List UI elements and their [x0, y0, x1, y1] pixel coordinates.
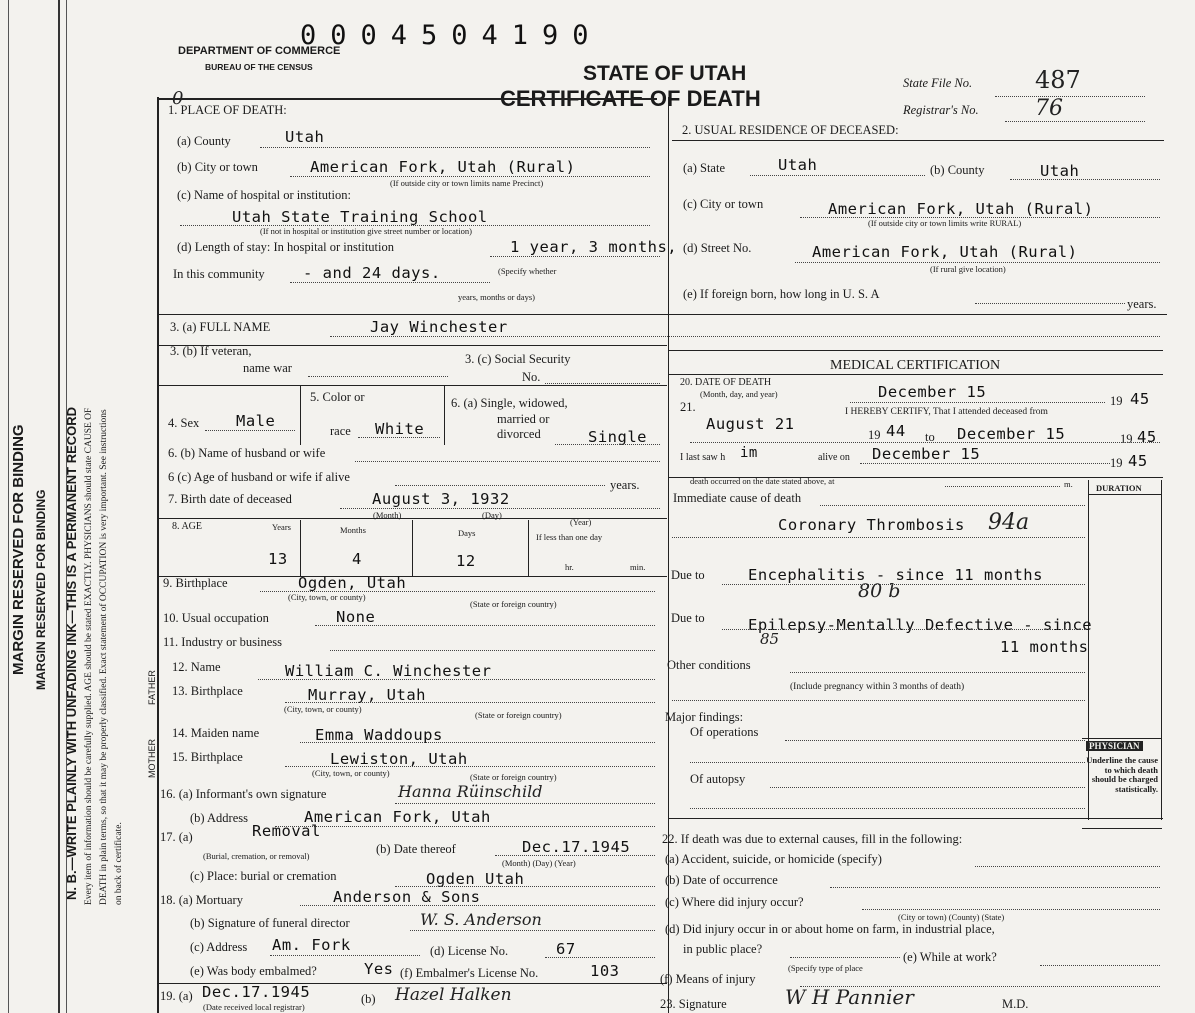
informant-label: 16. (a) Informant's own signature [160, 787, 327, 801]
place-of-death-heading: 1. PLACE OF DEATH: [168, 103, 287, 117]
registrar-number-label: Registrar's No. [903, 103, 979, 117]
margin-reserved-text-2: MARGIN RESERVED FOR BINDING [34, 489, 48, 690]
sex-value: Male [236, 412, 276, 430]
where-injury-note: (City or town) (County) (State) [898, 912, 1005, 922]
alive-on-label: alive on [818, 452, 850, 463]
age-years-header: Years [272, 522, 291, 532]
father-name-value: William C. Winchester [285, 662, 492, 680]
death-year-prefix: 19 [1110, 394, 1123, 408]
mother-side-label: MOTHER [147, 739, 157, 778]
public-place-label: (d) Did injury occur in or about home on farm, in industrial place, [665, 922, 995, 936]
foreign-born-label: (e) If foreign born, how long in U. S. A [683, 287, 880, 301]
county-label: (a) County [177, 134, 231, 148]
permanent-record-notice: N. B.—WRITE PLAINLY WITH UNFADING INK—THIS IS A PERMANENT RECORD [64, 406, 79, 900]
age-hr-label: hr. [565, 562, 574, 572]
death-occurred-label: death occurred on the date stated above, at [690, 476, 835, 486]
due-to-1-label: Due to [671, 568, 705, 582]
residence-county-label: (b) County [930, 163, 985, 177]
age-min-label: min. [630, 562, 646, 572]
margin-reserved-text: MARGIN RESERVED FOR BINDING [10, 424, 27, 675]
mortuary-value: Anderson & Sons [333, 888, 481, 906]
father-side-label: FATHER [147, 670, 157, 705]
attended-to-year-prefix: 19 [1120, 432, 1133, 446]
disposal-value: Removal [252, 822, 321, 840]
last-saw-year: 45 [1128, 452, 1148, 470]
binding-edge [58, 0, 60, 1013]
disposal-date-value: Dec.17.1945 [522, 838, 631, 856]
corner-mark: 0 [172, 88, 184, 109]
license-value: 67 [556, 940, 576, 958]
last-saw-pronoun: im [740, 445, 758, 461]
birth-date-label: 7. Birth date of deceased [168, 492, 292, 506]
department-label: DEPARTMENT OF COMMERCE [178, 45, 341, 57]
industry-label: 11. Industry or business [163, 635, 282, 649]
immediate-cause-value: Coronary Thrombosis [778, 516, 965, 534]
certify-statement: I HEREBY CERTIFY, That I attended deceased from [845, 407, 1048, 417]
age-years-value: 13 [268, 550, 288, 568]
birthplace-label: 9. Birthplace [163, 576, 228, 590]
spouse-name-label: 6. (b) Name of husband or wife [168, 446, 326, 460]
residence-state-label: (a) State [683, 161, 725, 175]
received-label: 19. (a) [160, 989, 193, 1003]
duration-header: DURATION [1096, 483, 1142, 493]
race-label: race [330, 424, 351, 438]
residence-city-label: (c) City or town [683, 197, 764, 211]
birthplace-state-note: (State or foreign country) [470, 599, 557, 609]
specify-note: (Specify whether [498, 266, 557, 276]
ssn-no-label: No. [522, 370, 541, 384]
external-causes-label: 22. If death was due to external causes, fill in the following: [662, 832, 963, 846]
residence-city-value: American Fork, Utah (Rural) [828, 200, 1094, 218]
embalmer-license-label: (f) Embalmer's License No. [400, 966, 539, 980]
informant-signature: Hanna Rüinschild [398, 782, 543, 801]
age-months-header: Months [340, 525, 366, 535]
hospital-value: Utah State Training School [232, 208, 488, 226]
mortuary-address-label: (c) Address [190, 940, 248, 954]
last-saw-label: I last saw h [680, 452, 726, 463]
marital-value: Single [588, 428, 647, 446]
length-of-stay-value: 1 year, 3 months, [510, 238, 678, 256]
operations-label: Of operations [690, 725, 759, 739]
residence-heading: 2. USUAL RESIDENCE OF DECEASED: [682, 123, 899, 137]
while-at-work-label: (e) While at work? [903, 950, 997, 964]
instructions-line-1: Every item of information should be carefully supplied. AGE should be stated EXACTLY. PHYSICIANS should state CAUSE OF [84, 407, 94, 905]
marital-label-3: divorced [497, 427, 541, 441]
father-name-label: 12. Name [172, 660, 221, 674]
mother-birthplace-state-note: (State or foreign country) [470, 772, 557, 782]
marital-label: 6. (a) Single, widowed, [451, 396, 568, 410]
father-birthplace-state-note: (State or foreign country) [475, 710, 562, 720]
date-of-death-value: December 15 [878, 383, 987, 401]
state-file-number: 487 [1035, 66, 1081, 94]
embalmed-label: (e) Was body embalmed? [190, 964, 317, 978]
mother-name-value: Emma Waddoups [315, 726, 443, 744]
instructions-line-2: DEATH in plain terms, so that it may be properly classified. Exact statement of OCCUPATION is very important. See instructions [99, 409, 109, 905]
age-months-value: 4 [352, 550, 362, 568]
major-findings-label: Major findings: [665, 710, 744, 724]
due-to-2-label: Due to [671, 611, 705, 625]
age-days-header: Days [458, 528, 476, 538]
other-conditions-note: (Include pregnancy within 3 months of death) [790, 682, 965, 692]
county-value: Utah [285, 128, 325, 146]
death-year-value: 45 [1130, 390, 1150, 408]
years-months-note: years, months or days) [458, 292, 535, 302]
street-label: (d) Street No. [683, 241, 752, 255]
received-date-value: Dec.17.1945 [202, 983, 311, 1001]
instructions-line-3: on back of certificate. [114, 822, 124, 905]
city-label: (b) City or town [177, 160, 258, 174]
age-label: 8. AGE [172, 521, 202, 532]
foreign-years-label: years. [1127, 297, 1157, 311]
birth-day-note: (Day) [482, 510, 502, 520]
disposal-note: (Burial, cremation, or removal) [203, 851, 310, 861]
marital-label-2: married or [497, 412, 550, 426]
signature-label: 23. Signature [660, 997, 727, 1011]
date-of-death-label: 20. DATE OF DEATH [680, 377, 772, 388]
mortuary-label: 18. (a) Mortuary [160, 893, 243, 907]
serial-number: 0004504190 [300, 20, 603, 51]
md-label: M.D. [1002, 997, 1029, 1011]
full-name-value: Jay Winchester [370, 318, 508, 336]
informant-address-label: (b) Address [190, 811, 248, 825]
registrar-signature: Hazel Halken [395, 985, 512, 1005]
certify-number: 21. [680, 400, 696, 414]
due-to-1-code: 80 b [858, 580, 901, 602]
immediate-cause-code: 94a [988, 510, 1030, 535]
mortuary-address-value: Am. Fork [272, 936, 351, 954]
last-saw-year-prefix: 19 [1110, 456, 1123, 470]
disposal-date-note: (Month) (Day) (Year) [502, 858, 576, 868]
father-birthplace-city-note: (City, town, or county) [284, 704, 362, 714]
medical-heading: MEDICAL CERTIFICATION [830, 358, 1001, 373]
state-file-label: State File No. [903, 76, 973, 90]
registrar-number: 76 [1035, 96, 1063, 121]
street-value: American Fork, Utah (Rural) [812, 243, 1078, 261]
hospital-label: (c) Name of hospital or institution: [177, 188, 351, 202]
occupation-value: None [336, 608, 376, 626]
other-conditions-label: Other conditions [667, 658, 751, 672]
birthplace-city-note: (City, town, or county) [288, 592, 366, 602]
immediate-cause-label: Immediate cause of death [673, 491, 802, 505]
due-to-2-value: Epilepsy-Mentally Defective - since [748, 616, 1093, 634]
physician-signature: W H Pannier [785, 985, 914, 1009]
father-birthplace-label: 13. Birthplace [172, 684, 243, 698]
registrar-b-label: (b) [361, 992, 376, 1006]
embalmer-license-value: 103 [590, 962, 620, 980]
page-edge [8, 0, 9, 1013]
age-less-header: If less than one day [536, 532, 603, 542]
means-of-injury-label: (f) Means of injury [660, 972, 756, 986]
hospital-note: (If not in hospital or institution give street number or location) [260, 226, 472, 236]
war-label: name war [243, 361, 292, 375]
autopsy-label: Of autopsy [690, 772, 746, 786]
residence-county-value: Utah [1040, 162, 1080, 180]
state-title: STATE OF UTAH [583, 62, 747, 85]
race-value: White [375, 420, 425, 438]
attended-from-value: August 21 [706, 415, 795, 433]
certificate-title: CERTIFICATE OF DEATH [500, 86, 761, 111]
residence-city-note: (If outside city or town limits write RURAL) [868, 218, 1022, 228]
residence-state-value: Utah [778, 156, 818, 174]
length-of-stay-label: (d) Length of stay: In hospital or institution [177, 240, 394, 254]
last-saw-value: December 15 [872, 445, 981, 463]
disposal-date-label: (b) Date thereof [376, 842, 456, 856]
city-value: American Fork, Utah (Rural) [310, 158, 576, 176]
age-days-value: 12 [456, 552, 476, 570]
informant-address-value: American Fork, Utah [304, 808, 491, 826]
community-value: - and 24 days. [303, 264, 441, 282]
death-time-m: m. [1064, 479, 1073, 489]
mother-birthplace-city-note: (City, town, or county) [312, 768, 390, 778]
bureau-label: BUREAU OF THE CENSUS [205, 62, 313, 72]
public-place-label-2: in public place? [683, 942, 763, 956]
occupation-label: 10. Usual occupation [163, 611, 269, 625]
city-note: (If outside city or town limits name Precinct) [390, 178, 544, 188]
where-injury-label: (c) Where did injury occur? [665, 895, 804, 909]
spouse-age-years-label: years. [610, 478, 640, 492]
license-label: (d) License No. [430, 944, 509, 958]
occurrence-label: (b) Date of occurrence [665, 873, 778, 887]
birth-year-note: (Year) [570, 517, 592, 527]
sex-label: 4. Sex [168, 416, 200, 430]
burial-place-value: Ogden Utah [426, 870, 525, 888]
father-birthplace-value: Murray, Utah [308, 686, 426, 704]
funeral-director-label: (b) Signature of funeral director [190, 916, 350, 930]
street-note: (If rural give location) [930, 264, 1006, 274]
received-note: (Date received local registrar) [203, 1002, 305, 1012]
due-to-2-code: 85 [760, 630, 780, 648]
birth-month-note: (Month) [373, 510, 402, 520]
due-to-1-value: Encephalitis - since 11 months [748, 566, 1043, 584]
physician-box-header: PHYSICIAN [1086, 741, 1143, 751]
spouse-age-label: 6 (c) Age of husband or wife if alive [168, 470, 350, 484]
embalmed-value: Yes [364, 960, 394, 978]
date-of-death-note: (Month, day, and year) [700, 389, 778, 399]
mother-name-label: 14. Maiden name [172, 726, 260, 740]
due-to-2-continued: 11 months [1000, 638, 1089, 656]
community-label: In this community [173, 267, 265, 281]
attended-from-year-prefix: 19 [868, 428, 881, 442]
accident-label: (a) Accident, suicide, or homicide (specify) [665, 852, 882, 866]
full-name-label: 3. (a) FULL NAME [170, 320, 271, 334]
funeral-director-signature: W. S. Anderson [420, 910, 542, 929]
burial-place-label: (c) Place: burial or cremation [190, 869, 337, 883]
birth-date-value: August 3, 1932 [372, 490, 510, 508]
attended-from-year: 44 [886, 422, 906, 440]
mother-birthplace-label: 15. Birthplace [172, 750, 243, 764]
color-label: 5. Color or [310, 390, 365, 404]
mother-birthplace-value: Lewiston, Utah [330, 750, 468, 768]
attended-to-value: December 15 [957, 425, 1066, 443]
disposal-label: 17. (a) [160, 830, 193, 844]
physician-box-note: Underline the cause to which death should be charged statistically. [1086, 755, 1158, 794]
specify-place-note: (Specify type of place [788, 963, 863, 973]
ssn-label: 3. (c) Social Security [465, 352, 571, 366]
veteran-label: 3. (b) If veteran, [170, 344, 252, 358]
attended-to-year: 45 [1137, 428, 1157, 446]
attended-to-label: to [925, 430, 935, 444]
birthplace-value: Ogden, Utah [298, 574, 407, 592]
